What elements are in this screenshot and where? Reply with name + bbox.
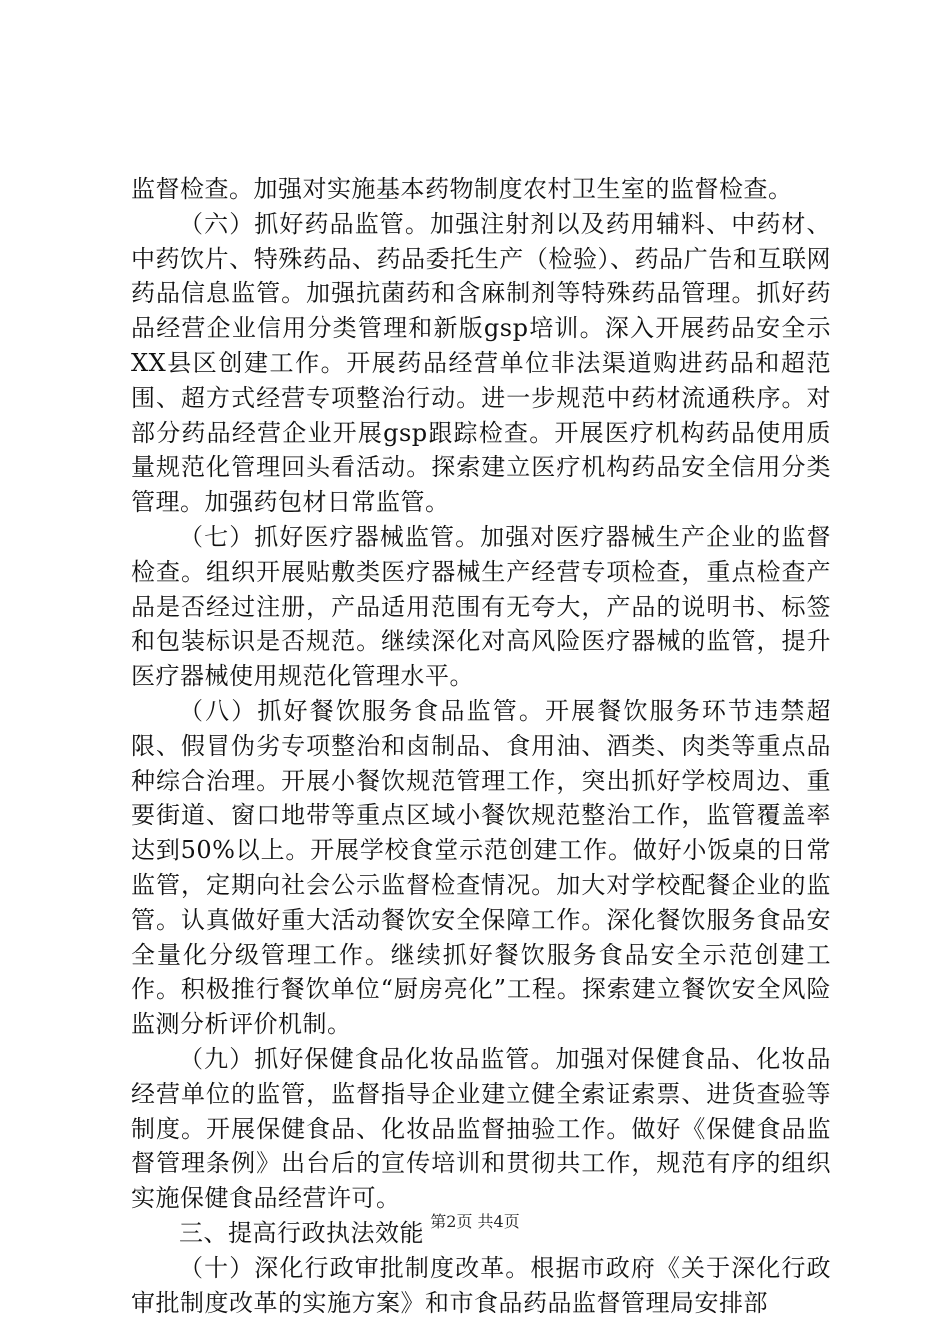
paragraph-continuation: 监督检查。加强对实施基本药物制度农村卫生室的监督检查。 [131, 175, 793, 203]
document-body [131, 172, 831, 1320]
section-heading-enforcement: 三、提高行政执法效能 [179, 1218, 424, 1247]
paragraph-drug-supervision: （六）抓好药品监管。加强注射剂以及药用辅料、中药材、中药饮片、特殊药品、药品委托生产（检验）、药品广告和互联网药品信息监管。加强抗菌药和含麻制剂等特殊药品管理。抓好药品经营企业信用分类管理和新版gsp培训。深入开展药品安全示XX县区创建工作。开展药品经营单位非法渠道购进药品和超范围、超方式经营专项整治行动。进一步规范中药材流通秩序。对部分药品经营企业开展gsp跟踪检查。开展医疗机构药品使用质量规范化管理回头看活动。探索建立医疗机构药品安全信用分类管理。加强药包材日常监管。 [131, 209, 831, 517]
paragraph-catering-food-supervision: （八）抓好餐饮服务食品监管。开展餐饮服务环节违禁超限、假冒伪劣专项整治和卤制品、食用油、酒类、肉类等重点品种综合治理。开展小餐饮规范管理工作，突出抓好学校周边、重要街道、窗口地带等重点区域小餐饮规范整治工作，监管覆盖率达到50%以上。开展学校食堂示范创建工作。做好小饭桌的日常监管，定期向社会公示监督检查情况。加大对学校配餐企业的监管。认真做好重大活动餐饮安全保障工作。深化餐饮服务食品安全量化分级管理工作。继续抓好餐饮服务食品安全示范创建工作。积极推行餐饮单位“厨房亮化”工程。探索建立餐饮安全风险监测分析评价机制。 [131, 696, 831, 1039]
paragraph-administrative-approval: （十）深化行政审批制度改革。根据市政府《关于深化行政审批制度改革的实施方案》和市食品药品监督管理局安排部 [131, 1253, 831, 1317]
paragraph-health-food-cosmetics: （九）抓好保健食品化妆品监管。加强对保健食品、化妆品经营单位的监管，监督指导企业建立健全索证索票、进货查验等制度。开展保健食品、化妆品监督抽验工作。做好《保健食品监督管理条例》出台后的宣传培训和贯彻共工作，规范有序的组织实施保健食品经营许可。 [131, 1044, 831, 1213]
page-number-footer: 第2页 共4页 [430, 1212, 520, 1231]
paragraph-medical-device-supervision: （七）抓好医疗器械监管。加强对医疗器械生产企业的监督检查。组织开展贴敷类医疗器械生产经营专项检查，重点检查产品是否经过注册，产品适用范围有无夸大，产品的说明书、标签和包装标识是否规范。继续深化对高风险医疗器械的监管，提升医疗器械使用规范化管理水平。 [131, 522, 831, 691]
